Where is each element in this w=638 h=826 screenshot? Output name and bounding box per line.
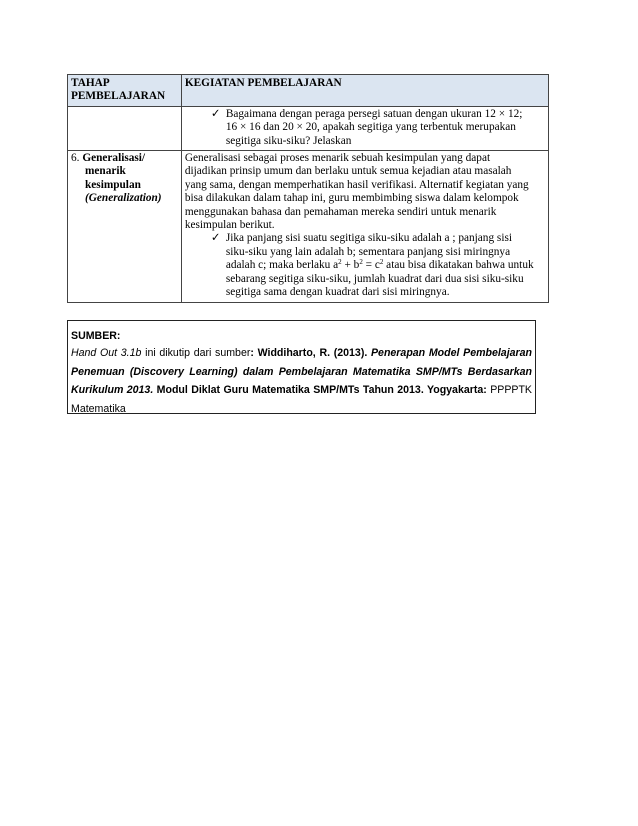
activity-cell xyxy=(181,106,548,150)
stage-name-en: (Generalization) xyxy=(85,192,162,205)
paragraph-line: bisa dilakukan dalam tahap ini, guru membimbing siswa dalam kelompok xyxy=(184,192,519,205)
header-stage: TAHAP PEMBELAJARAN xyxy=(68,75,182,107)
table-header-row xyxy=(68,75,549,107)
stage-name: kesimpulan xyxy=(85,178,141,191)
source-line: Hand Out 3.1b ini dikutip dari sumber: Widdiharto, R. (2013). Penerapan Model Pembelajaran xyxy=(71,347,533,359)
stage-label xyxy=(71,152,178,206)
stage-name: menarik xyxy=(85,165,126,178)
paragraph-line: Generalisasi sebagai proses menarik sebuah kesimpulan yang dapat xyxy=(184,152,491,165)
checklist-item xyxy=(200,108,545,148)
paragraph-line: yang sama, dengan memperhatikan hasil verifikasi. Alternatif kegiatan yang xyxy=(184,178,529,191)
bullet-line: 16 × 16 dan 20 × 20, apakah segitiga yang terbentuk merupakan xyxy=(225,121,516,134)
bullet-line: Bagaimana dengan peraga persegi satuan dengan ukuran 12 × 12; xyxy=(225,107,523,120)
table-row xyxy=(68,151,549,302)
source-line: Kurikulum 2013. Modul Diklat Guru Matematika SMP/MTs Tahun 2013. Yogyakarta: PPPPTK xyxy=(71,384,532,397)
table-row xyxy=(68,106,549,150)
bullet-line: segitiga sama dengan kuadrat dari sisi miringnya. xyxy=(225,286,450,299)
source-box xyxy=(67,320,536,414)
stage-cell xyxy=(68,151,182,302)
checklist-item xyxy=(200,232,545,299)
checkmark-icon: ✓ xyxy=(210,232,221,245)
paragraph xyxy=(185,152,545,232)
paragraph-line: menggunakan bahasa dan pemahaman mereka sendiri untuk menarik xyxy=(184,205,497,218)
activity-cell xyxy=(181,151,548,302)
empty-stage-cell xyxy=(68,106,182,150)
bullet-line: adalah c; maka berlaku $a^2 + b^2 = c^2$ atau bisa dikatakan bahwa untuk xyxy=(225,258,534,272)
paragraph-line: kesimpulan berikut. xyxy=(184,219,275,232)
header-activity: KEGIATAN PEMBELAJARAN xyxy=(181,75,548,107)
paragraph-line: dijadikan prinsip umum dan berlaku untuk semua kejadian atau masalah xyxy=(184,165,512,178)
bullet-line: segitiga siku-siku? Jelaskan xyxy=(225,134,352,147)
learning-stages-table xyxy=(67,74,549,303)
bullet-line: Jika panjang sisi suatu segitiga siku-siku adalah a ; panjang sisi xyxy=(225,232,512,245)
stage-name: Generalisasi/ xyxy=(82,152,146,165)
bullet-line: siku-siku yang lain adalah b; sementara panjang sisi miringnya xyxy=(225,245,511,258)
source-title: SUMBER: xyxy=(71,330,121,342)
bullet-line: sebarang segitiga siku-siku, jumlah kuadrat dari dua sisi siku-siku xyxy=(225,272,524,285)
source-line: Penemuan (Discovery Learning) dalam Pembelajaran Matematika SMP/MTs Berdasarkan xyxy=(71,365,532,378)
checkmark-icon: ✓ xyxy=(210,107,221,120)
source-line: Matematika xyxy=(71,402,126,415)
stage-number: 6. xyxy=(71,152,80,165)
